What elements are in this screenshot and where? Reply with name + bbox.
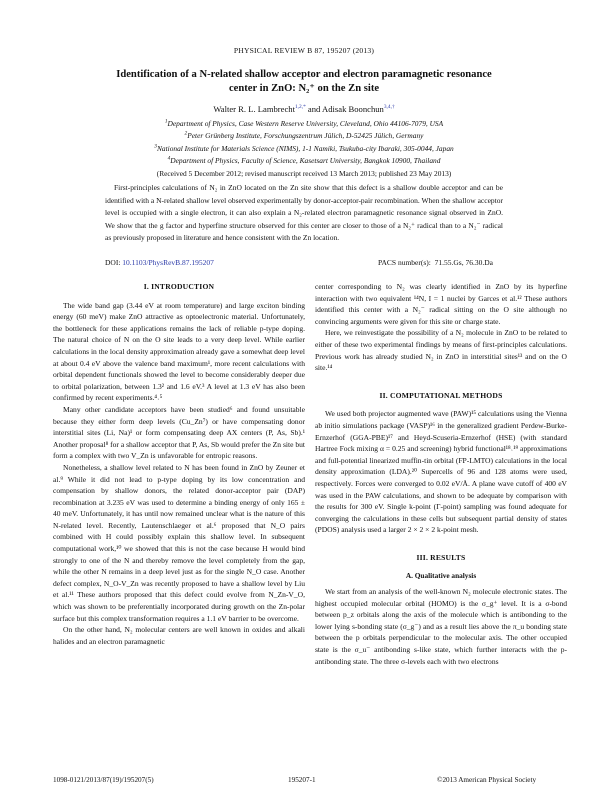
author-affiliation-marks[interactable]: 1,2,* [294, 104, 306, 111]
pacs-label: PACS number(s): [378, 258, 431, 267]
spacer [315, 374, 567, 390]
doi [105, 258, 214, 267]
spacer [315, 536, 567, 552]
abstract-text: First-principles calculations of N₂ in ZnO located on the Zn site show that this defect is a shallow double acceptor and can be identified with a N-related shallow level observed experimentally by donor-acceptor-pair recombination. When the shallow acceptor level is occupied with a single electron, it can also explain a N₂-related electron paramagnetic resonance signal observed in ZnO. We show that the g factor and hyperfine structure observed for this center are closer to those of a N₂⁺ radical than to a N₂⁻ radical as previously proposed in literature and hence consistent with the Zn location. [105, 183, 503, 243]
paragraph: We used both projector augmented wave (PAW)¹⁵ calculations using the Vienna ab initio simulations package (VASP)¹⁶ in the generalized gradient Perdew-Burke-Ernzerhof (GGA-PBE)¹⁷ and Heyd-Scuseria-Ernzerhof (HSE) (with standard Hartree Fock mixing α = 0.25 and screening) hybrid functional¹⁸˒¹⁹ approximations and full-potential linearized muffin-tin orbital (FP-LMTO) calculations in the local density approximation (LDA).²⁰ Supercells of 96 and 128 atoms were used, respectively. Forces were converged to 0.02 eV/Å. A plane wave cutoff of 400 eV was used in the PAW calculations, and shown to be adequate by comparison with the results for 300 eV. Single k-point (Γ-point) sampling was found adequate for converging the calculations in these cells but subsequent partial density of states (PDOS) analysis used a larger 2 × 2 × 2 k-point mesh. [315, 409, 567, 535]
paragraph: Nonetheless, a shallow level related to N has been found in ZnO by Zeuner et al.⁹ While it did not lead to p-type doping by its low concentration and compensation by shallow donors, the related donor-acceptor pair (DAP) recombination at 3.235 eV was used to determine a binding energy of only 165 ± 40 meV. Unfortunately, it has until now remained unclear what is the nature of this N-related level. Recently, Lautenschlaeger et al.⁶ proposed that N_O pairs combined with H could possibly explain this shallow level. In subsequent computational work,¹⁰ we showed that this is not the case because H would bind strongly to one of the N and thereby remove the level completely from the gap, while the other N remains in a deep level just as for the single N_O case. Another defect complex, N_O-V_Zn was recently proposed to have a shallow level by Liu et al.¹¹ These authors proposed that this defect could evolve from N_Zn-V_O, which was shown to be preferentially incorporated during growth on the Zn-polar surface but this complex transformation requires a 1.1 eV barrier to be overcome. [53, 462, 305, 623]
right-column [315, 281, 567, 667]
subsection-heading-qualitative: A. Qualitative analysis [405, 571, 477, 581]
paragraph: center corresponding to N₂ was clearly identified in ZnO by its hyperfine interaction with two equivalent ¹⁴N, I = 1 nuclei by Garces et al.¹² These authors identified this center with a N₂⁻ radical sitting on the O site although no convincing arguments were given for this site or charge state. [315, 282, 567, 326]
footer-issn: 1098-0121/2013/87(19)/195207(5) [53, 776, 154, 784]
author-name: Walter R. L. Lambrecht [213, 104, 295, 114]
author-list [0, 104, 608, 114]
author-joiner: and [307, 104, 321, 114]
affiliation: $^1$Department of Physics, Case Western Reserve University, Cleveland, Ohio 44106-7079, USA [164, 118, 444, 128]
title-line-2: center in ZnO: N₂⁺ on the Zn site [228, 83, 380, 94]
section-heading-results: III. RESULTS [416, 552, 466, 562]
paper-title [0, 68, 608, 96]
abstract [105, 182, 503, 245]
paragraph: On the other hand, N₂ molecular centers are well known in oxides and alkali halides and an electron paramagnetic [53, 625, 305, 646]
received-dates: (Received 5 December 2012; revised manuscript received 13 March 2013; published 23 May 2013) [156, 168, 452, 178]
footer-copyright: ©2013 American Physical Society [437, 776, 537, 784]
pacs-numbers [378, 258, 493, 267]
author-affiliation-marks[interactable]: 3,4,† [383, 104, 395, 111]
left-column [53, 281, 305, 647]
paragraph: Here, we reinvestigate the possibility of a N₂ molecule in ZnO to be related to either of these two experimental findings by means of first-principles calculations. Previous work has already studied N₂ in ZnO in interstitial sites¹³ and on the O site.¹⁴ [315, 328, 567, 373]
title-line-1: Identification of a N-related shallow acceptor and electron paramagnetic resonance [116, 69, 492, 80]
doi-label: DOI: [105, 258, 121, 267]
journal-header: PHYSICAL REVIEW B 87, 195207 (2013) [233, 46, 375, 55]
doi-link[interactable]: 10.1103/PhysRevB.87.195207 [122, 258, 214, 267]
paragraph: The wide band gap (3.44 eV at room temperature) and large exciton binding energy (60 meV) make ZnO attractive as optoelectronic material. Unfortunately, the bottleneck for these applications remains the lack of reliable p-type doping. The natural choice of N on the O site leads to a very deep level. While earlier calculations in the local density approximation already gave a somewhat deep level at about 0.4 eV above the valence band maximum¹, more recent calculations with orbital dependent functionals showed the level to become considerably deeper due to orbital polarization, between 1.3² and 1.6 eV.³ A level at 1.3 eV has also been confirmed by recent experiments.⁴˒⁵ [53, 300, 305, 403]
affiliation: $^2$Peter Grünberg Institute, Forschungszentrum Jülich, D-52425 Jülich, Germany [184, 130, 424, 141]
section-heading-methods: II. COMPUTATIONAL METHODS [379, 390, 503, 400]
affiliations [0, 118, 608, 180]
section-heading-introduction: I. INTRODUCTION [143, 282, 215, 291]
pacs-value: 71.55.Gs, 76.30.Da [434, 258, 493, 267]
affiliation: $^3$National Institute for Materials Science (NIMS), 1-1 Namiki, Tsukuba-city Ibaraki, 305-0044, Japan [154, 143, 454, 153]
footer-page-number: 195207-1 [288, 776, 316, 784]
paragraph: We start from an analysis of the well-known N₂ molecule electronic states. The highest occupied molecular orbital (HOMO) is the σ_g⁺ level. It is a σ-bond between p_z orbitals along the axis of the molecule which is antibonding to the lower lying s-bonding state (σ_g⁻) and as a result lies above the π_u bonding state between the p orbitals perpendicular to the molecular axis. The other occupied state is the σ_u⁻ antibonding s-like state, which further interacts with the p-antibonding state. The three σ-levels each with two electrons [315, 587, 567, 666]
author-name: Adisak Boonchun [322, 104, 384, 114]
paragraph: Many other candidate acceptors have been studied⁶ and found unsuitable because they either form deep levels (Cu_Zn⁷) or have compensating donor interstitial sites (Li, Na)¹ or form compensating deep AX centers (P, As, Sb).¹ Another proposal⁸ for a shallow acceptor that P, As, Sb would prefer the Zn site but form a complex with two V_Zn is unfavorable for entropic reasons. [53, 404, 305, 461]
affiliation: $^4$Department of Physics, Faculty of Science, Kasetsart University, Bangkok 10900, Thailand [167, 155, 441, 166]
